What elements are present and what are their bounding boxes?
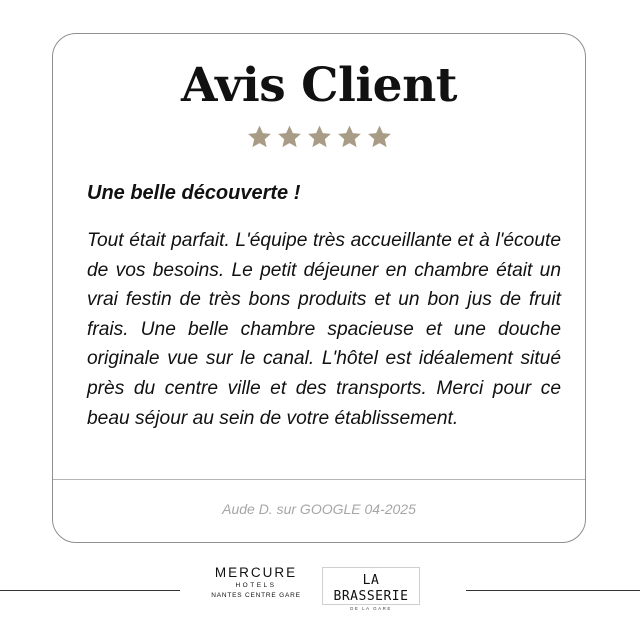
star-icon [246, 124, 273, 150]
mercure-logo-subtitle: HOTELS [235, 582, 277, 589]
brasserie-logo-subtitle: DE LA GARE [350, 606, 392, 611]
mercure-logo-location: NANTES CENTRE GARE [211, 592, 301, 599]
review-title: Une belle découverte ! [87, 182, 301, 204]
star-icon [366, 124, 393, 150]
page-title: Avis Client [181, 58, 457, 113]
star-icon [276, 124, 303, 150]
footer-divider-left [0, 590, 180, 591]
review-text: Tout était parfait. L'équipe très accueillante et à l'écoute de vos besoins. Le petit déjeuner en chambre était un vrai festin de très bons produits et un bon jus de fruit frais. Une belle chambre spacieuse et une douche originale vue sur le canal. L'hôtel est idéalement situé près du centre ville et des transports. Merci pour ce beau séjour au sein de votre établissement. [87, 230, 561, 429]
mercure-logo [196, 565, 316, 601]
star-icon [306, 124, 333, 150]
brasserie-logo [322, 567, 420, 611]
footer-divider-right [466, 590, 640, 591]
mercure-logo-name: MERCURE [214, 565, 298, 580]
divider [53, 479, 585, 480]
star-rating [53, 124, 585, 150]
review-card [52, 33, 586, 543]
brasserie-logo-name: LA BRASSERIE [333, 573, 409, 604]
review-author: Aude D. sur GOOGLE 04-2025 [222, 501, 416, 517]
star-icon [336, 124, 363, 150]
